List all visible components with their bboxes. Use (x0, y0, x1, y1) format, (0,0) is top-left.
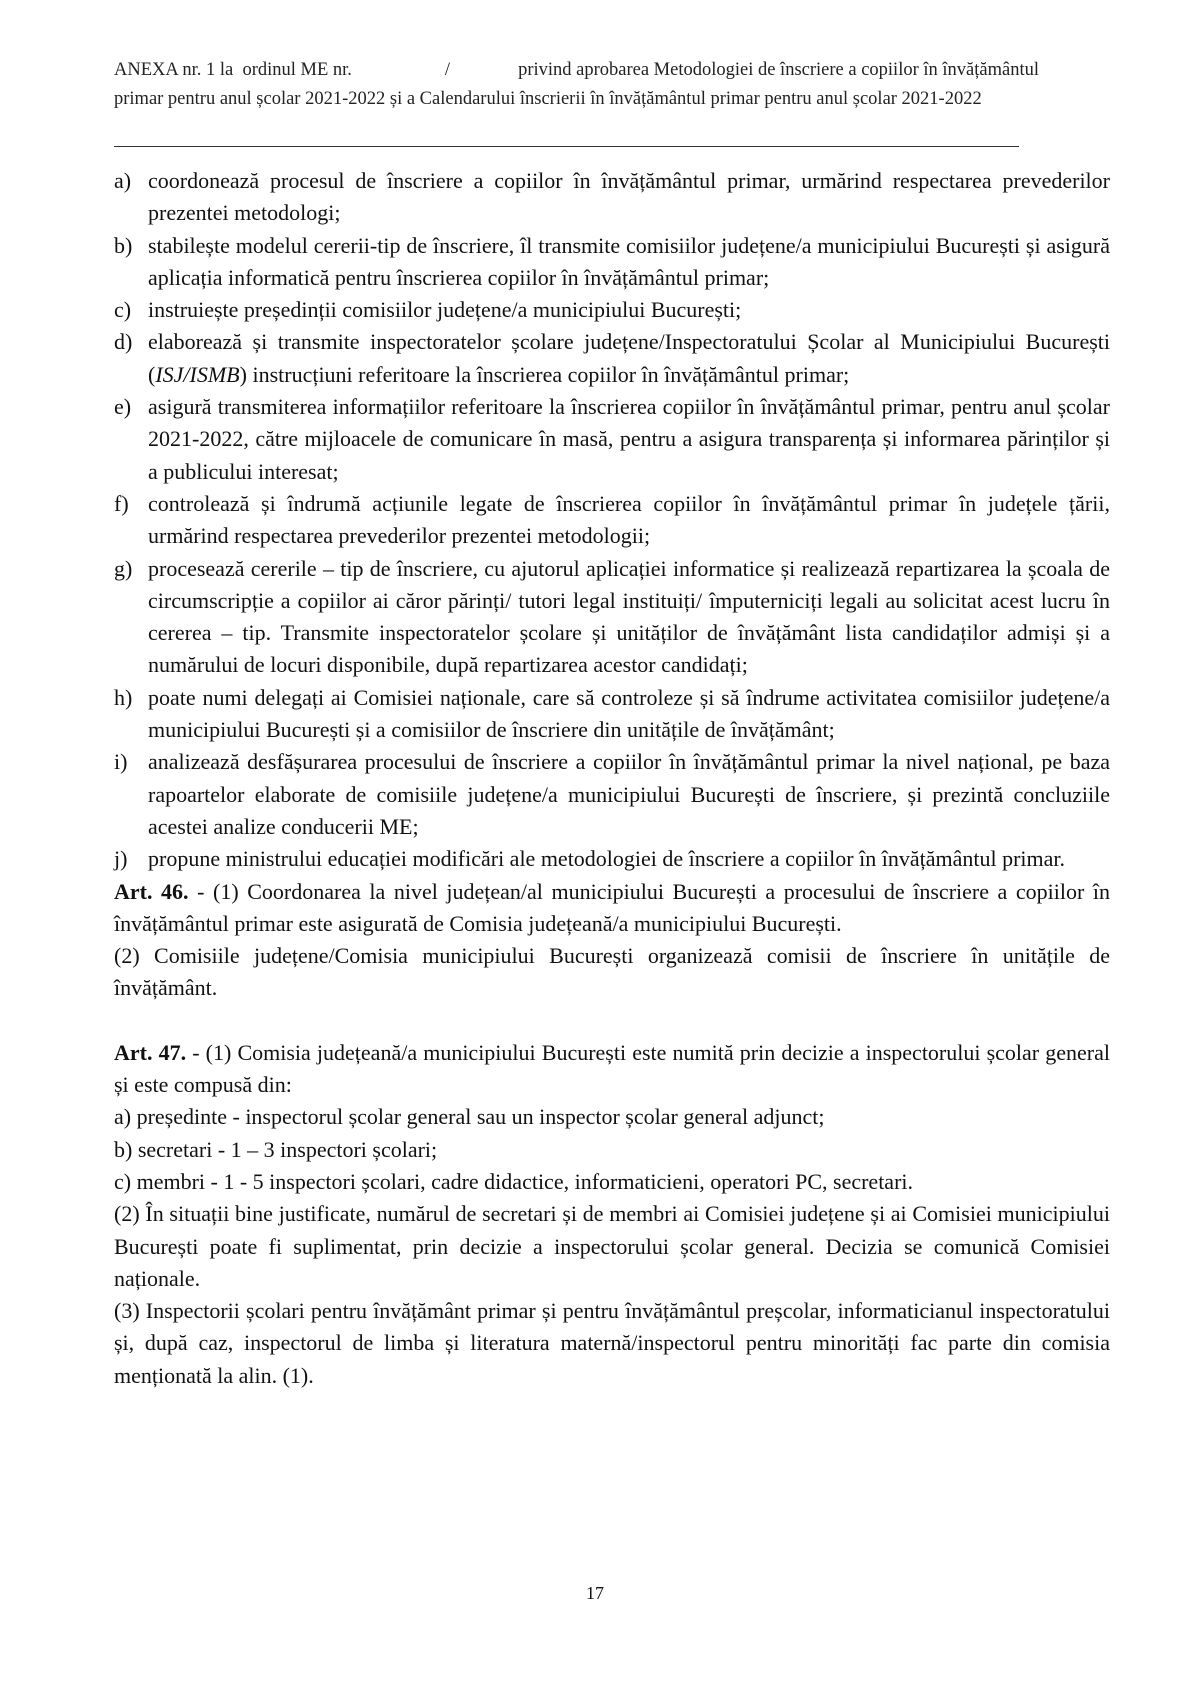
article-47-paragraph-2: (2) În situații bine justificate, numărul de secretari și de membri ai Comisiei județene și ai Comisiei municipiului București poate fi suplimentat, prin decizie a inspectorului școlar general. Decizia se comunică Comisiei naționale. (114, 1201, 1110, 1291)
list-item-label: e) (114, 394, 132, 420)
article-47-item-b: b) secretari - 1 – 3 inspectori școlari; (114, 1136, 438, 1162)
page-header (114, 56, 1120, 114)
list-item-text: poate numi delegați ai Comisiei naționale, care să controleze și să îndrume activitatea comisiilor județene/a municipiului București și a comisiilor de înscriere din unitățile de învățământ; (148, 684, 1110, 743)
article-47-item-c: c) membri - 1 - 5 inspectori școlari, cadre didactice, informaticieni, operatori PC, secretari. (114, 1168, 914, 1194)
list-item-text: elaborează și transmite inspectoratelor școlare județene/Inspectoratului Școlar al Municipiului București ( (148, 329, 1110, 387)
document-body (114, 165, 1110, 1392)
list-item-text: controlează și îndrumă acțiunile legate de înscrierea copiilor în învățământul primar în județele țării, urmărind respectarea prevederilor prezentei metodologii; (148, 490, 1110, 549)
article-47-number: Art. 47. (114, 1039, 187, 1065)
page-number: 17 (586, 1583, 604, 1603)
list-item (114, 553, 1110, 682)
article-46-paragraph-2: (2) Comisiile județene/Comisia municipiului București organizează comisii de înscriere în unitățile de învățământ. (114, 943, 1110, 1001)
list-item-text: procesează cererile – tip de înscriere, cu ajutorul aplicației informatice și realizează repartizarea la școala de circumscripție a copiilor ai căror părinți/ tutori legal instituiți/ împuterniciți legali au solicitat acest lucru în cererea – tip. Transmite inspectoratelor școlare și unităților de învățământ lista candidaților admiși și a numărului de locuri disponibile, după repartizarea acestor candidați; (148, 555, 1110, 678)
list-item (114, 391, 1110, 488)
article-46-text: - (1) Coordonarea la nivel județean/al municipiului București a procesului de înscriere a copiilor în învățământul primar este asigurată de Comisia județeană/a municipiului București. (114, 878, 1110, 936)
list-item-label: d) (114, 329, 133, 355)
list-item (114, 165, 1110, 230)
list-item-label: b) (114, 232, 133, 258)
list-item (114, 746, 1110, 843)
list-item-label: h) (114, 684, 133, 710)
list-item-label: j) (114, 846, 128, 872)
list-item-text: instruiește președinții comisiilor județene/a municipiului București; (148, 297, 742, 323)
list-item-label: g) (114, 555, 133, 581)
list-item-text: coordonează procesul de înscriere a copiilor în învățământul primar, urmărind respectarea prevederilor prezentei metodologi; (148, 168, 1110, 226)
list-item-abbreviation: ISJ/ISMB (155, 361, 240, 387)
list-item-text-continued: ) instrucțiuni referitoare la înscrierea copiilor în învățământul primar; (239, 361, 850, 387)
article-47-item-a: a) președinte - inspectorul școlar general sau un inspector școlar general adjunct; (114, 1104, 825, 1130)
list-item (114, 843, 1110, 875)
list-item-text: propune ministrului educației modificări ale metodologiei de înscriere a copiilor în învățământul primar. (148, 846, 1065, 872)
list-item (114, 488, 1110, 553)
header-line-1 (114, 56, 1120, 85)
list-item (114, 230, 1110, 295)
article-46-paragraph-1 (114, 876, 1110, 941)
spacer (114, 1005, 1110, 1037)
header-title-part-1: privind aprobarea Metodologiei de înscriere a copiilor în învățământul (518, 60, 1039, 80)
list-item-text: analizează desfășurarea procesului de înscriere a copiilor în învățământul primar la nivel național, pe baza rapoartelor elaborate de comisiile județene/a municipiului București de înscriere, și prezintă concluziile acestei analize conducerii ME; (148, 749, 1110, 839)
list-item-label: f) (114, 490, 129, 516)
article-47-paragraph-1 (114, 1037, 1110, 1102)
list-item (114, 294, 1110, 326)
article-47-paragraph-3: (3) Inspectorii școlari pentru învățământ primar și pentru învățământul preșcolar, informaticianul inspectoratului și, după caz, inspectorul de limba și literatura maternă/inspectorul pentru minorități fac parte din comisia menționată la alin. (1). (114, 1298, 1110, 1388)
article-46-number: Art. 46. (114, 878, 189, 904)
list-item-label: c) (114, 297, 132, 323)
header-line-2: primar pentru anul școlar 2021-2022 și a Calendarului înscrierii în învățământul primar pentru anul școlar 2021-2022 (114, 89, 982, 109)
list-item-label: i) (114, 749, 128, 775)
list-item-text: stabilește modelul cererii-tip de înscriere, îl transmite comisiilor județene/a municipiului București și asigură aplicația informatică pentru înscrierea copiilor în învățământul primar; (148, 232, 1110, 290)
article-47-text: - (1) Comisia județeană/a municipiului București este numită prin decizie a inspectorului școlar general și este compusă din: (114, 1039, 1110, 1098)
header-slash: / (444, 60, 451, 80)
list-item (114, 682, 1110, 747)
list-item (114, 326, 1110, 391)
header-annex-ref: ANEXA nr. 1 la ordinul ME nr. (114, 60, 352, 80)
list-item-label: a) (114, 168, 132, 193)
list-item-text: asigură transmiterea informațiilor referitoare la înscrierea copiilor în învățământul primar, pentru anul școlar 2021-2022, către mijloacele de comunicare în masă, pentru a asigura transparența și informarea părinților și a publicului interesat; (148, 394, 1110, 484)
header-divider (114, 146, 1019, 147)
